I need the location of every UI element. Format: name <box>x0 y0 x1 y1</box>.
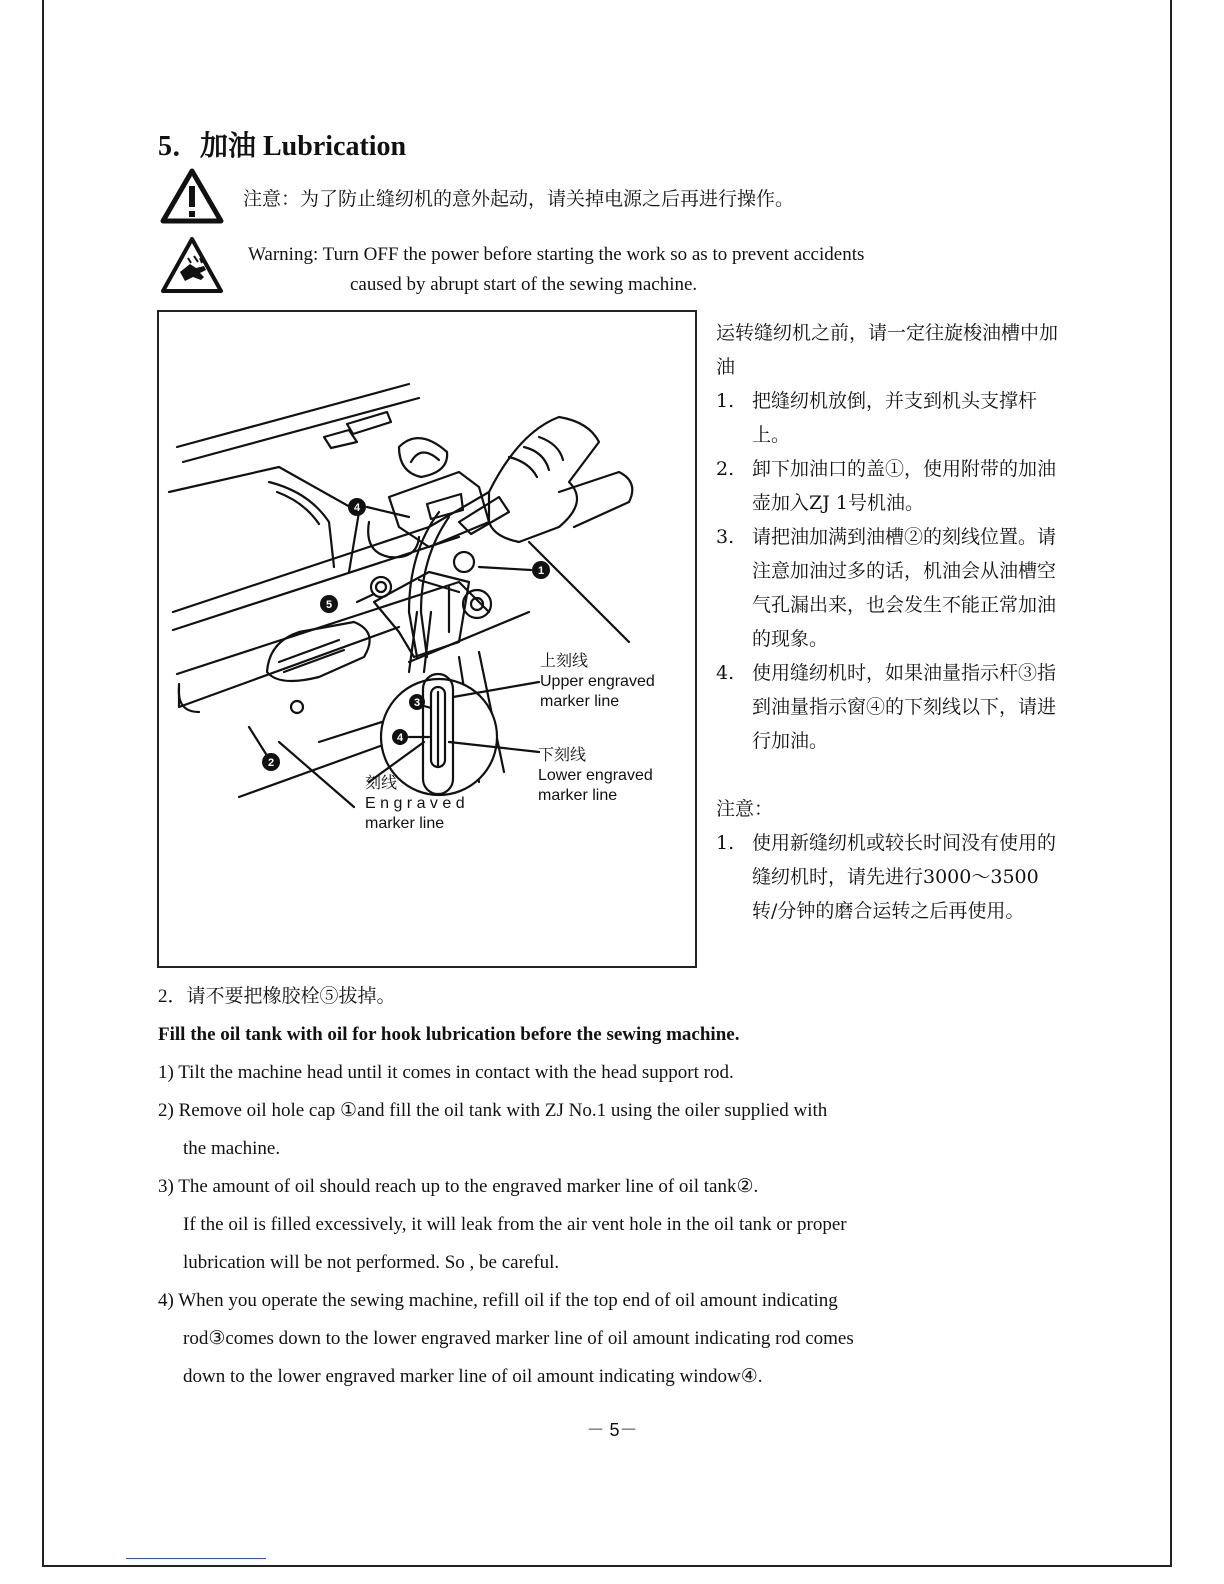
warning-text <box>248 240 864 300</box>
list-item <box>716 520 1061 656</box>
lower-line-cn: 下刻线 <box>538 747 587 764</box>
intro-text: 运转缝纫机之前，请一定往旋梭油槽中加油 <box>716 322 1059 378</box>
list-item <box>716 656 1061 758</box>
list-item-number: 1. <box>716 390 735 412</box>
callout-5: 5 <box>325 599 333 611</box>
section-title: 5．加油 Lubrication <box>158 131 407 162</box>
callout-4-magnified: 4 <box>396 732 404 744</box>
instruction-list <box>716 384 1061 758</box>
english-instructions <box>158 978 1058 1396</box>
step-2-line-1: 2) Remove oil hole cap ①and fill the oil tank with ZJ No.1 using the oiler supplied with <box>158 1100 828 1121</box>
list-item-number: 3. <box>716 526 735 548</box>
list-item-text: 把缝纫机放倒，并支到机头支撑杆上。 <box>752 390 1038 446</box>
page-number: － 5－ <box>586 1420 638 1440</box>
step-3-line-2: If the oil is filled excessively, it will leak from the air vent hole in the oil tank or proper <box>183 1214 847 1235</box>
sewing-machine-illustration <box>159 312 695 966</box>
callout-1: 1 <box>537 565 545 577</box>
callout-4: 4 <box>353 502 361 514</box>
note-title: 注意： <box>716 798 774 820</box>
lower-line-en1: Lower engraved <box>538 767 653 784</box>
engraved-line-en1: E n g r a v e d <box>365 795 465 812</box>
upper-line-cn: 上刻线 <box>540 653 589 670</box>
list-item-text: 卸下加油口的盖①，使用附带的加油壶加入ZJ 1号机油。 <box>752 458 1057 514</box>
callout-2: 2 <box>267 757 275 769</box>
lubrication-figure <box>157 310 697 968</box>
english-heading: Fill the oil tank with oil for hook lubrication before the sewing machine. <box>158 1024 740 1045</box>
list-item <box>716 452 1061 520</box>
list-item-text: 请把油加满到油槽②的刻线位置。请注意加油过多的话，机油会从油槽空气孔漏出来，也会发生不能正常加油的现象。 <box>752 526 1057 650</box>
list-item-text: 使用缝纫机时，如果油量指示杆③指到油量指示窗④的下刻线以下，请进行加油。 <box>752 662 1057 752</box>
engraved-line-cn: 刻线 <box>365 775 398 792</box>
engraved-line-en2: marker line <box>365 815 445 832</box>
upper-line-en2: marker line <box>540 693 620 710</box>
note-2: 2．请不要把橡胶栓⑤拔掉。 <box>158 986 396 1007</box>
callout-3-magnified: 3 <box>413 697 421 709</box>
lower-line-label <box>538 746 653 806</box>
step-1: 1) Tilt the machine head until it comes in contact with the head support rod. <box>158 1062 734 1083</box>
warning-line-1: Warning: Turn OFF the power before starting the work so as to prevent accidents <box>248 244 865 265</box>
upper-line-label <box>540 652 655 712</box>
warning-line-2: caused by abrupt start of the sewing machine. <box>350 274 698 295</box>
engraved-line-label <box>365 774 465 834</box>
step-3-line-1: 3) The amount of oil should reach up to the engraved marker line of oil tank②. <box>158 1176 759 1197</box>
footer-rule <box>126 1558 266 1559</box>
chinese-instructions <box>716 316 1061 928</box>
lower-line-en2: marker line <box>538 787 618 804</box>
note-list <box>716 826 1061 928</box>
step-3-line-3: lubrication will be not performed. So , be careful. <box>183 1252 560 1273</box>
warning-triangle-icon <box>160 168 224 224</box>
step-4-line-1: 4) When you operate the sewing machine, refill oil if the top end of oil amount indicating <box>158 1290 838 1311</box>
hand-hazard-icon <box>160 236 224 294</box>
list-item <box>716 826 1061 928</box>
list-item-number: 4. <box>716 662 735 684</box>
caution-text: 注意：为了防止缝纫机的意外起动，请关掉电源之后再进行操作。 <box>243 188 795 210</box>
list-item-number: 1. <box>716 832 735 854</box>
upper-line-en1: Upper engraved <box>540 673 655 690</box>
step-2-line-2: the machine. <box>183 1138 281 1159</box>
list-item-number: 2. <box>716 458 735 480</box>
step-4-line-3: down to the lower engraved marker line of oil amount indicating window④. <box>183 1366 763 1387</box>
list-item-text: 使用新缝纫机或较长时间没有使用的缝纫机时，请先进行3000～3500转/分钟的磨合运转之后再使用。 <box>752 832 1057 922</box>
list-item <box>716 384 1061 452</box>
step-4-line-2: rod③comes down to the lower engraved marker line of oil amount indicating rod comes <box>183 1328 854 1349</box>
